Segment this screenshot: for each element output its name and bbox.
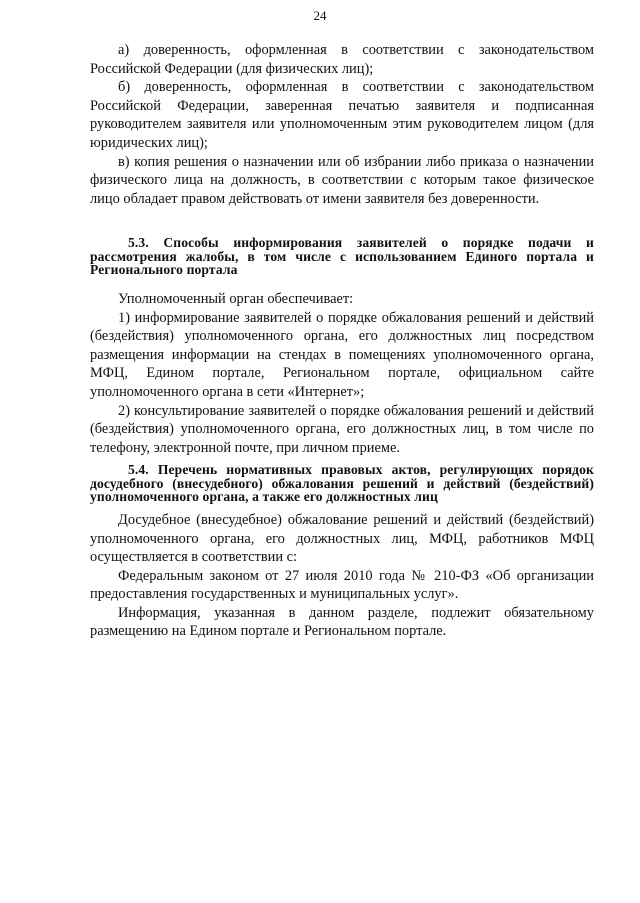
section-5-4-paragraph-2: Федеральным законом от 27 июля 2010 года № 210-ФЗ «Об организации предоставления государственных и муниципальных услуг». [90,567,594,603]
paragraph-item-c: в) копия решения о назначении или об избрании либо приказа о назначении физического лица на должность, в соответствии с которым такое физическое лицо обладает правом действовать от имени заявителя без доверенности. [90,153,594,207]
section-5-3-heading: 5.3. Способы информирования заявителей о порядке подачи и рассмотрения жалобы, в том числе с использованием Единого портала и Регионального портала [90,235,594,277]
section-5-4-heading: 5.4. Перечень нормативных правовых актов, регулирующих порядок досудебного (внесудебного) обжалования решений и действий (бездействий) уполномоченного органа, а также его должностных лиц [90,462,594,504]
section-5-3-item-1: 1) информирование заявителей о порядке обжалования решений и действий (бездействия) уполномоченного органа, его должностных лиц посредством размещения информации на стендах в помещениях уполномоченного органа, МФЦ, Едином портале, Региональном портале, официальном сайте уполномоченного органа в сети «Интернет»; [90,309,594,400]
section-5-4-paragraph-1: Досудебное (внесудебное) обжалование решений и действий (бездействий) уполномоченного органа, его должностных лиц, МФЦ, работников МФЦ осуществляется в соответствии с: [90,511,594,566]
paragraph-item-b: б) доверенность, оформленная в соответствии с законодательством Российской Федерации, заверенная печатью заявителя и подписанная руководителем заявителя или уполномоченным этим руководителем лицом (для юридических лиц); [90,79,594,151]
section-5-3-intro: Уполномоченный орган обеспечивает: [118,290,354,307]
document-body [90,41,594,641]
page-number: 24 [313,8,327,23]
paragraph-item-a: а) доверенность, оформленная в соответствии с законодательством Российской Федерации (для физических лиц); [90,42,594,77]
section-5-4-paragraph-3: Информация, указанная в данном разделе, подлежит обязательному размещению на Едином портале и Региональном портале. [90,604,594,640]
section-5-3-item-2: 2) консультирование заявителей о порядке обжалования решений и действий (бездействия) уполномоченного органа, его должностных лиц, в том числе по телефону, электронной почте, при личном приеме. [90,402,594,456]
